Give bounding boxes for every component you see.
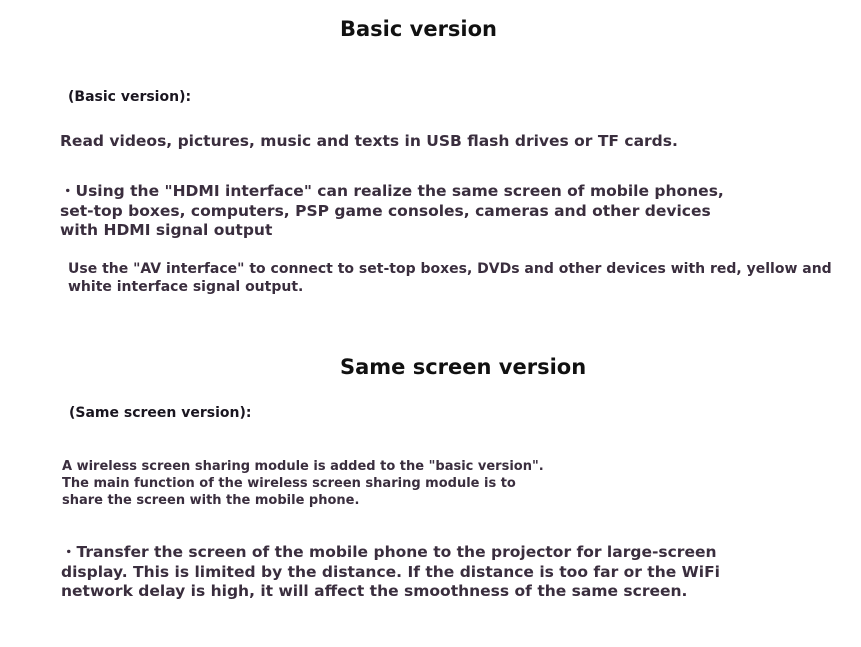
same-screen-version-subtitle: (Same screen version):	[69, 405, 252, 421]
basic-usb-reading-paragraph: Read videos, pictures, music and texts in USB flash drives or TF cards.	[60, 132, 678, 150]
same-screen-module-line: The main function of the wireless screen sharing module is to	[62, 476, 516, 491]
same-screen-transfer-line: display. This is limited by the distance. If the distance is too far or the WiFi	[61, 562, 720, 581]
basic-hdmi-line: ・Using the "HDMI interface" can realize the same screen of mobile phones,	[60, 182, 724, 200]
basic-av-line: Use the "AV interface" to connect to set-top boxes, DVDs and other devices with red, yellow and	[68, 261, 832, 277]
basic-av-line: white interface signal output.	[68, 279, 304, 295]
basic-version-title: Basic version	[340, 17, 497, 41]
same-screen-version-title: Same screen version	[340, 355, 587, 379]
basic-hdmi-line: with HDMI signal output	[60, 221, 273, 239]
same-screen-module-paragraph	[62, 458, 544, 509]
same-screen-module-line: share the screen with the mobile phone.	[62, 493, 360, 508]
basic-av-paragraph	[68, 260, 832, 296]
same-screen-transfer-line: network delay is high, it will affect the smoothness of the same screen.	[61, 582, 688, 600]
same-screen-module-line: A wireless screen sharing module is added to the "basic version".	[62, 459, 544, 474]
basic-hdmi-paragraph	[60, 182, 724, 241]
basic-hdmi-line: set-top boxes, computers, PSP game consoles, cameras and other devices	[60, 201, 711, 220]
same-screen-transfer-paragraph	[61, 543, 720, 602]
basic-version-subtitle: (Basic version):	[68, 89, 192, 105]
same-screen-transfer-line: ・Transfer the screen of the mobile phone to the projector for large-screen	[61, 543, 717, 561]
